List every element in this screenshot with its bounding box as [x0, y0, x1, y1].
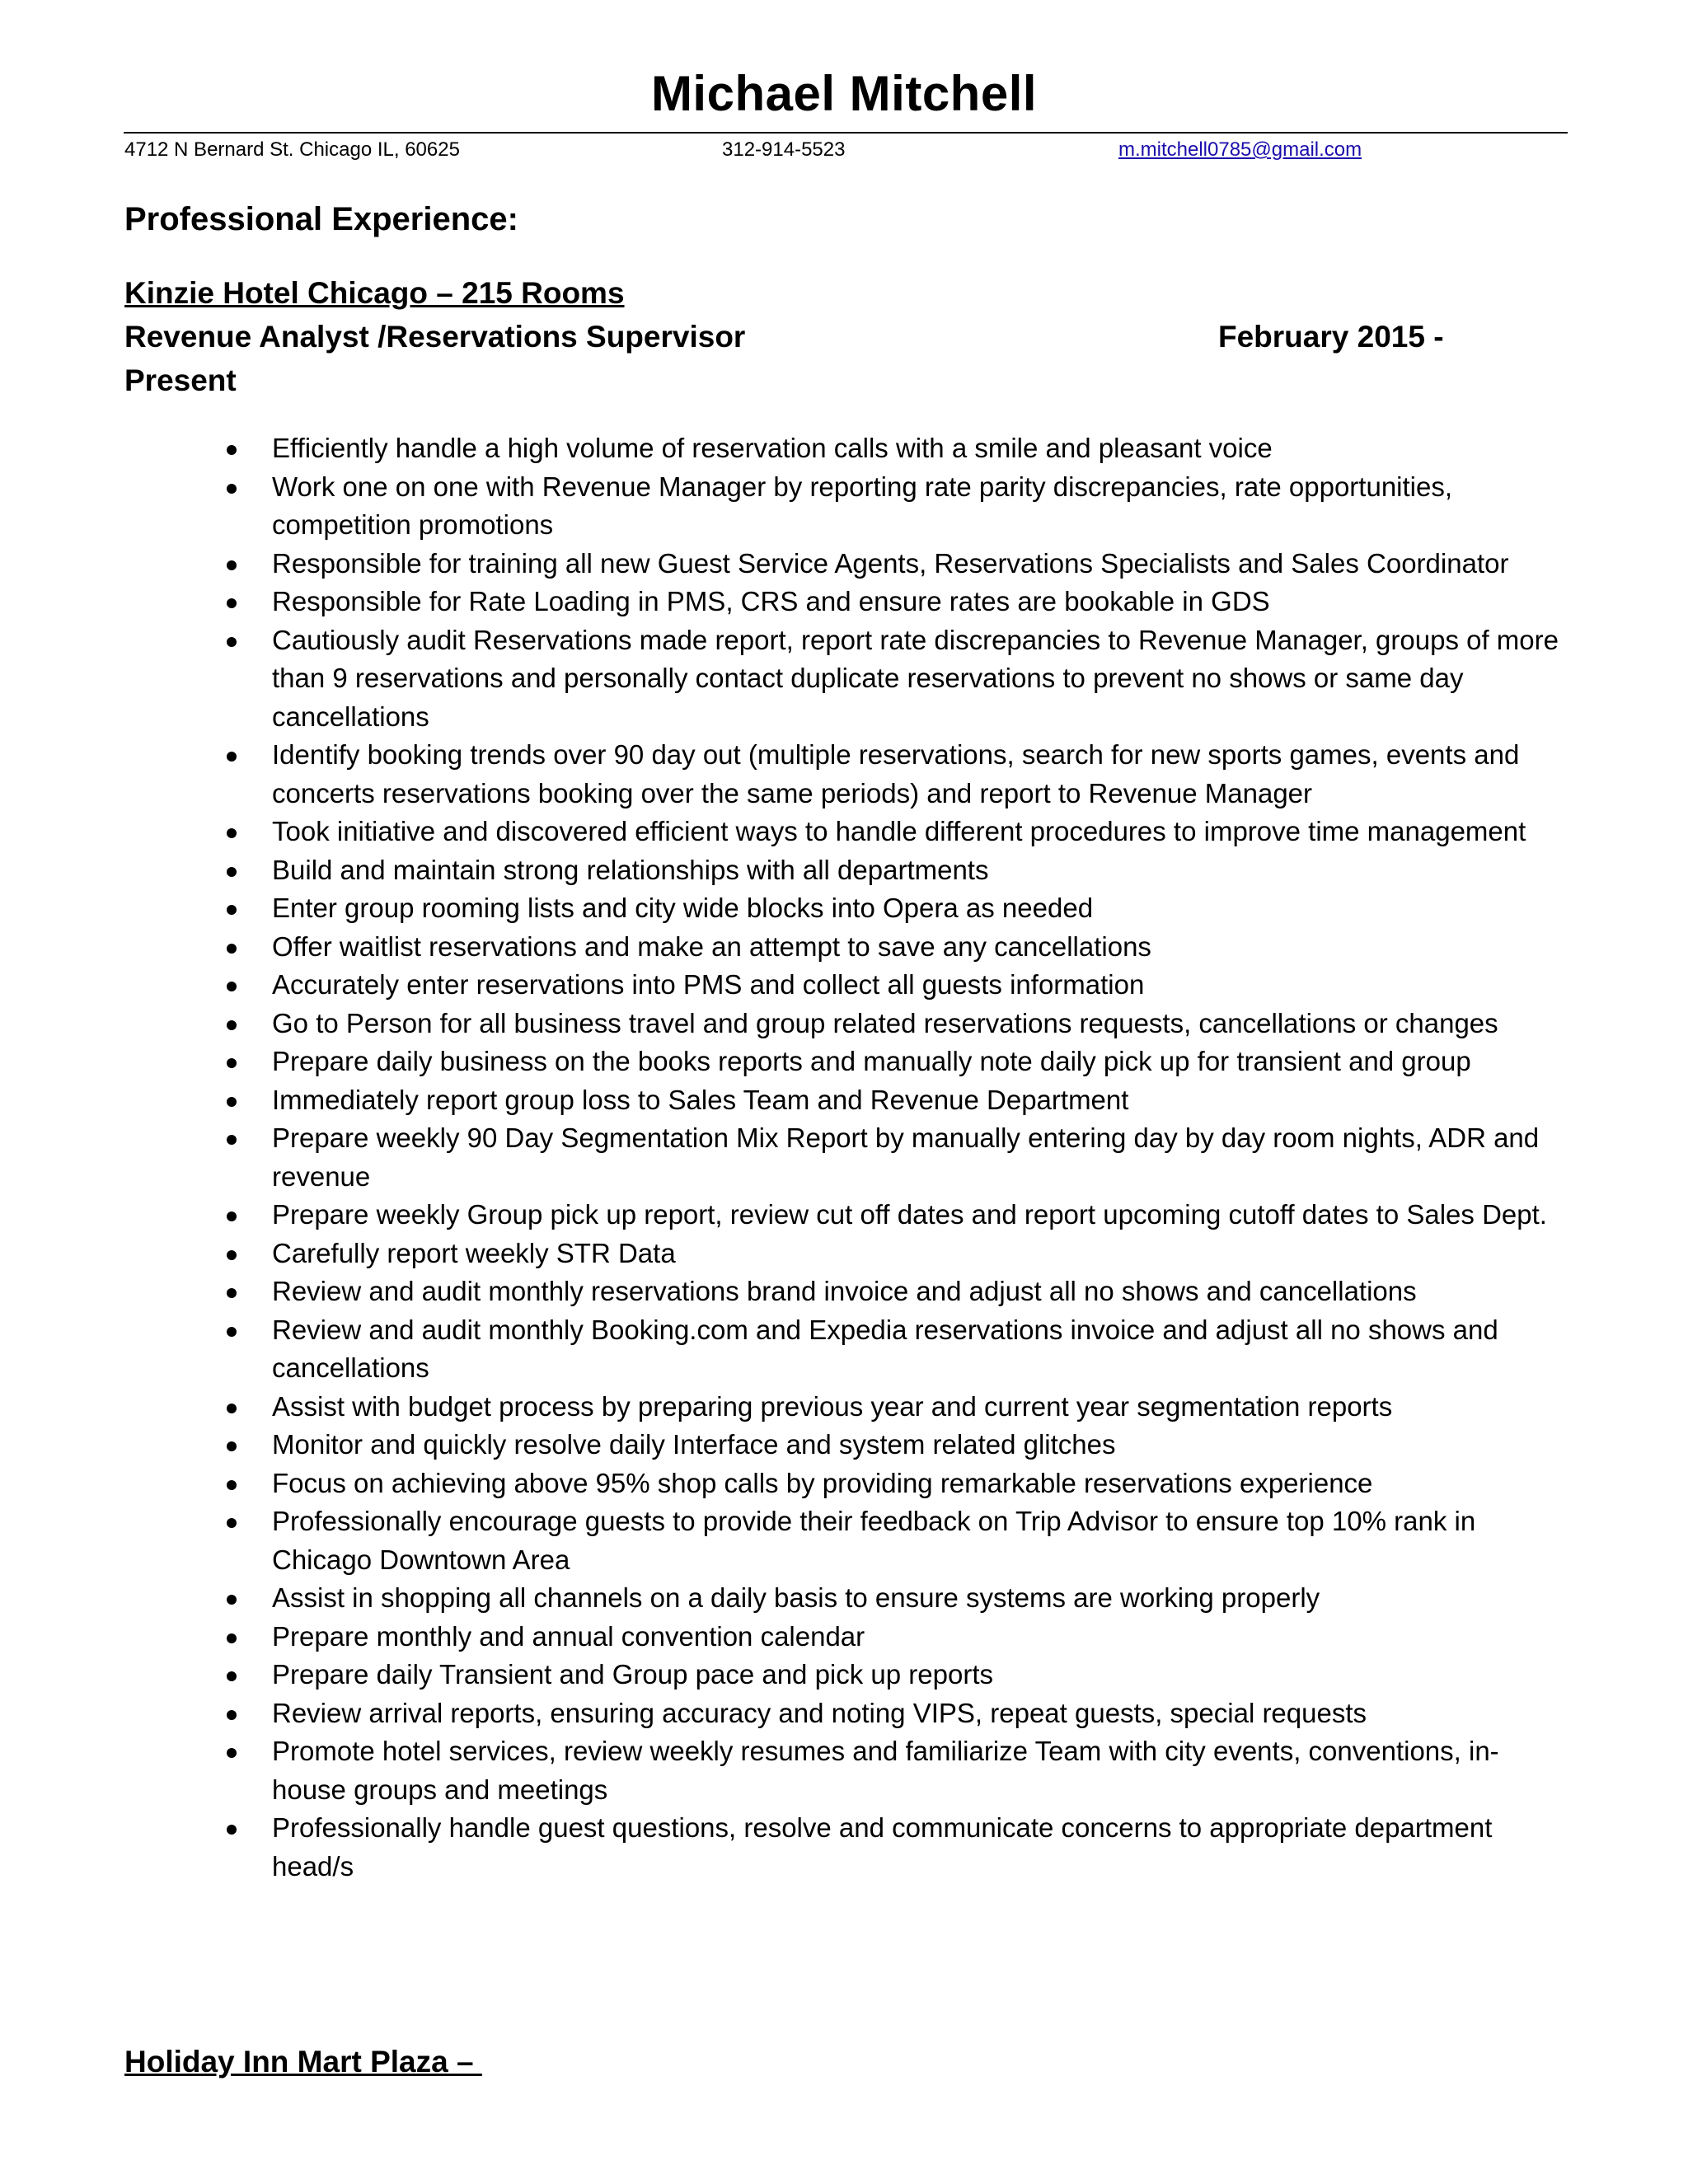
list-item-text: Took initiative and discovered efficient ways to handle different procedures to improve time management: [272, 816, 1526, 846]
list-item: [272, 1732, 1570, 1809]
list-item-text: Prepare weekly Group pick up report, review cut off dates and report upcoming cutoff dates to Sales Dept.: [272, 1199, 1547, 1230]
list-item: [272, 1272, 1570, 1311]
bullet-icon: [227, 1480, 237, 1490]
bullet-icon: [227, 867, 237, 877]
list-item-text: Responsible for Rate Loading in PMS, CRS and ensure rates are bookable in GDS: [272, 586, 1270, 616]
list-item: [272, 1005, 1570, 1043]
bullet-icon: [227, 982, 237, 991]
list-item-text: Monitor and quickly resolve daily Interface and system related glitches: [272, 1429, 1116, 1460]
list-item: [272, 1618, 1570, 1657]
list-item: [272, 1426, 1570, 1465]
list-item-text: Assist in shopping all channels on a daily basis to ensure systems are working properly: [272, 1582, 1320, 1613]
list-item-text: Work one on one with Revenue Manager by reporting rate parity discrepancies, rate opportunities, competition promotions: [272, 471, 1453, 540]
list-item: [272, 621, 1570, 737]
list-item-text: Efficiently handle a high volume of reservation calls with a smile and pleasant voice: [272, 433, 1273, 463]
candidate-name: Michael Mitchell: [650, 66, 1038, 121]
bullet-icon: [227, 484, 237, 494]
list-item: [272, 889, 1570, 928]
contact-email-link[interactable]: m.mitchell0785@gmail.com: [1118, 138, 1362, 161]
list-item: [272, 1579, 1570, 1618]
bullet-icon: [227, 637, 237, 647]
bullet-icon: [227, 1595, 237, 1605]
job-dates: February 2015 -: [1218, 320, 1444, 354]
list-item: [272, 1388, 1570, 1427]
list-item-text: Professionally encourage guests to provide their feedback on Trip Advisor to ensure top 10% rank in Chicago Downtown Area: [272, 1506, 1476, 1575]
list-item: [272, 851, 1570, 890]
list-item-text: Immediately report group loss to Sales Team and Revenue Department: [272, 1084, 1129, 1115]
list-item: [272, 583, 1570, 621]
section-heading-experience: Professional Experience:: [124, 201, 518, 237]
list-item-text: Prepare weekly 90 Day Segmentation Mix Report by manually entering day by day room nights, ADR and revenue: [272, 1122, 1540, 1192]
list-item: [272, 928, 1570, 967]
list-item-text: Identify booking trends over 90 day out (multiple reservations, search for new sports games, events and concerts reservations booking over the same periods) and report to Revenue Manager: [272, 739, 1520, 808]
list-item-text: Review and audit monthly Booking.com and Expedia reservations invoice and adjust all no shows and cancellations: [272, 1314, 1498, 1383]
bullet-icon: [227, 1135, 237, 1145]
list-item-text: Enter group rooming lists and city wide blocks into Opera as needed: [272, 893, 1094, 923]
list-item: [272, 1081, 1570, 1120]
bullet-icon: [227, 598, 237, 608]
list-item-text: Prepare daily business on the books reports and manually note daily pick up for transient and group: [272, 1046, 1471, 1076]
employer-name-2: Holiday Inn Mart Plaza –: [124, 2045, 482, 2079]
bullet-icon: [227, 1288, 237, 1298]
bullet-icon: [227, 1058, 237, 1068]
bullet-icon: [227, 905, 237, 915]
list-item-text: Assist with budget process by preparing previous year and current year segmentation reports: [272, 1390, 1393, 1422]
list-item-text: Professionally handle guest questions, resolve and communicate concerns to appropriate department head/s: [272, 1812, 1493, 1882]
list-item-text: Responsible for training all new Guest Service Agents, Reservations Specialists and Sales Coordinator: [272, 547, 1509, 579]
list-item-text: Focus on achieving above 95% shop calls by providing remarkable reservations experience: [272, 1467, 1373, 1498]
list-item: [272, 1502, 1570, 1579]
list-item: [272, 1809, 1570, 1886]
list-item: [272, 1656, 1570, 1694]
list-item: [272, 1694, 1570, 1733]
responsibilities-list: [272, 429, 1570, 1886]
employer-name: Kinzie Hotel Chicago – 215 Rooms: [124, 276, 625, 310]
bullet-icon: [227, 1212, 237, 1221]
bullet-icon: [227, 1748, 237, 1758]
bullet-icon: [227, 828, 237, 838]
bullet-icon: [227, 1671, 237, 1681]
list-item-text: Offer waitlist reservations and make an attempt to save any cancellations: [272, 930, 1151, 962]
bullet-icon: [227, 1633, 237, 1643]
bullet-icon: [227, 1441, 237, 1451]
bullet-icon: [227, 752, 237, 762]
bullet-icon: [227, 560, 237, 570]
list-item-text: Build and maintain strong relationships with all departments: [272, 854, 989, 885]
bullet-icon: [227, 1710, 237, 1720]
bullet-icon: [227, 1097, 237, 1107]
list-item-text: Promote hotel services, review weekly resumes and familiarize Team with city events, conventions, in-house groups and meetings: [272, 1736, 1499, 1805]
list-item: [272, 1119, 1570, 1196]
list-item-text: Cautiously audit Reservations made report, report rate discrepancies to Revenue Manager, groups of more than 9 reservations and personally contact duplicate reservations to prevent no shows or same day cancellations: [272, 624, 1559, 732]
list-item-text: Carefully report weekly STR Data: [272, 1237, 676, 1268]
list-item: [272, 1311, 1570, 1388]
list-item: [272, 1196, 1570, 1235]
list-item: [272, 429, 1570, 468]
list-item: [272, 813, 1570, 851]
contact-phone: 312-914-5523: [722, 138, 846, 161]
bullet-icon: [227, 1825, 237, 1835]
list-item-text: Accurately enter reservations into PMS and collect all guests information: [272, 969, 1145, 1000]
list-item: [272, 468, 1570, 545]
list-item-text: Review arrival reports, ensuring accuracy and noting VIPS, repeat guests, special requests: [272, 1697, 1367, 1728]
bullet-icon: [227, 1518, 237, 1528]
list-item-text: Prepare daily Transient and Group pace and pick up reports: [272, 1659, 994, 1690]
list-item: [272, 1043, 1570, 1081]
list-item: [272, 736, 1570, 813]
list-item: [272, 1235, 1570, 1273]
list-item: [272, 545, 1570, 583]
list-item-text: Prepare monthly and annual convention calendar: [272, 1620, 865, 1652]
bullet-icon: [227, 445, 237, 455]
list-item-text: Go to Person for all business travel and group related reservations requests, cancellations or changes: [272, 1007, 1498, 1038]
bullet-icon: [227, 1327, 237, 1337]
bullet-icon: [227, 944, 237, 954]
list-item: [272, 1465, 1570, 1503]
job-dates-continued: Present: [124, 363, 237, 397]
job-title: Revenue Analyst /Reservations Supervisor: [124, 320, 746, 354]
bullet-icon: [227, 1020, 237, 1030]
contact-address: 4712 N Bernard St. Chicago IL, 60625: [124, 138, 460, 161]
header-divider: [124, 132, 1568, 134]
list-item: [272, 966, 1570, 1005]
bullet-icon: [227, 1404, 237, 1413]
list-item-text: Review and audit monthly reservations brand invoice and adjust all no shows and cancellations: [272, 1276, 1417, 1306]
bullet-icon: [227, 1250, 237, 1260]
